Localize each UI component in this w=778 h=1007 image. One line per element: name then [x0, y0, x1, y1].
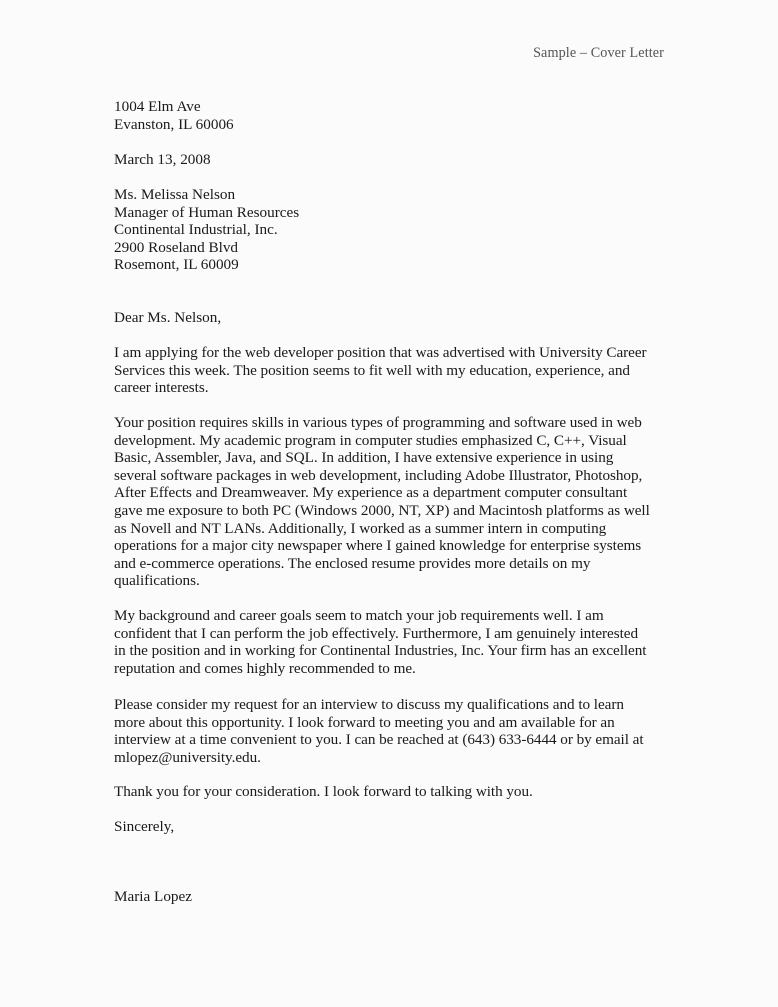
paragraph-line: Services this week. The position seems to fit well with my education, experience, and	[114, 361, 630, 379]
sender-street: 1004 Elm Ave	[114, 98, 201, 115]
closing	[114, 818, 674, 836]
sender-address	[114, 98, 674, 133]
paragraph-line: in the position and in working for Continental Industries, Inc. Your firm has an excellent	[114, 642, 647, 660]
paragraph-skills	[114, 414, 674, 590]
recipient-name: Ms. Melissa Nelson	[114, 186, 236, 203]
paragraph-line: Basic, Assembler, Java, and SQL. In addition, I have extensive experience in using	[114, 449, 614, 467]
salutation-text: Dear Ms. Nelson,	[114, 309, 222, 326]
paragraph-line: development. My academic program in computer studies emphasized C, C++, Visual	[114, 431, 627, 449]
date-text: March 13, 2008	[114, 151, 211, 168]
paragraph-line: operations for a major city newspaper where I gained knowledge for enterprise systems	[114, 537, 642, 555]
paragraph-line: Please consider my request for an interview to discuss my qualifications and to learn	[114, 696, 624, 713]
recipient-city: Rosemont, IL 60009	[114, 256, 239, 274]
paragraph-line: several software packages in web development, including Adobe Illustrator, Photoshop,	[114, 466, 643, 484]
recipient-company: Continental Industrial, Inc.	[114, 221, 278, 239]
paragraph-line: gave me exposure to both PC (Windows 2000, NT, XP) and Macintosh platforms as well	[114, 501, 650, 519]
paragraph-line: After Effects and Dreamweaver. My experience as a department computer consultant	[114, 484, 628, 502]
paragraph-line: reputation and comes highly recommended to me.	[114, 659, 416, 677]
sender-city: Evanston, IL 60006	[114, 115, 234, 133]
paragraph-line: career interests.	[114, 379, 209, 397]
signature-name: Maria Lopez	[114, 888, 193, 905]
paragraph-interview-request	[114, 696, 674, 766]
page-header-title: Sample – Cover Letter	[533, 45, 664, 61]
paragraph-line: confident that I can perform the job effectively. Furthermore, I am genuinely interested	[114, 624, 639, 642]
paragraph-line: qualifications.	[114, 572, 200, 590]
paragraph-line: interview at a time convenient to you. I can be reached at (643) 633-6444 or by email at	[114, 731, 644, 749]
paragraph-line: Thank you for your consideration. I look forward to talking with you.	[114, 783, 533, 800]
paragraph-line: and e-commerce operations. The enclosed resume provides more details on my	[114, 554, 591, 572]
recipient-street: 2900 Roseland Blvd	[114, 238, 239, 256]
paragraph-line: Your position requires skills in various types of programming and software used in web	[114, 414, 642, 431]
signature	[114, 888, 674, 906]
paragraph-line: My background and career goals seem to match your job requirements well. I am	[114, 607, 604, 624]
closing-text: Sincerely,	[114, 818, 175, 835]
paragraph-line: I am applying for the web developer position that was advertised with University Career	[114, 344, 647, 361]
paragraph-background	[114, 607, 674, 677]
contact-email: mlopez@university.edu.	[114, 748, 261, 766]
paragraph-line: as Novell and NT LANs. Additionally, I worked as a summer intern in computing	[114, 519, 607, 537]
paragraph-intro	[114, 344, 674, 397]
letter-date	[114, 151, 674, 169]
paragraph-thanks	[114, 783, 674, 801]
recipient-title: Manager of Human Resources	[114, 203, 300, 221]
salutation	[114, 309, 674, 327]
paragraph-line: more about this opportunity. I look forward to meeting you and am available for an	[114, 713, 615, 731]
recipient-address	[114, 186, 674, 274]
